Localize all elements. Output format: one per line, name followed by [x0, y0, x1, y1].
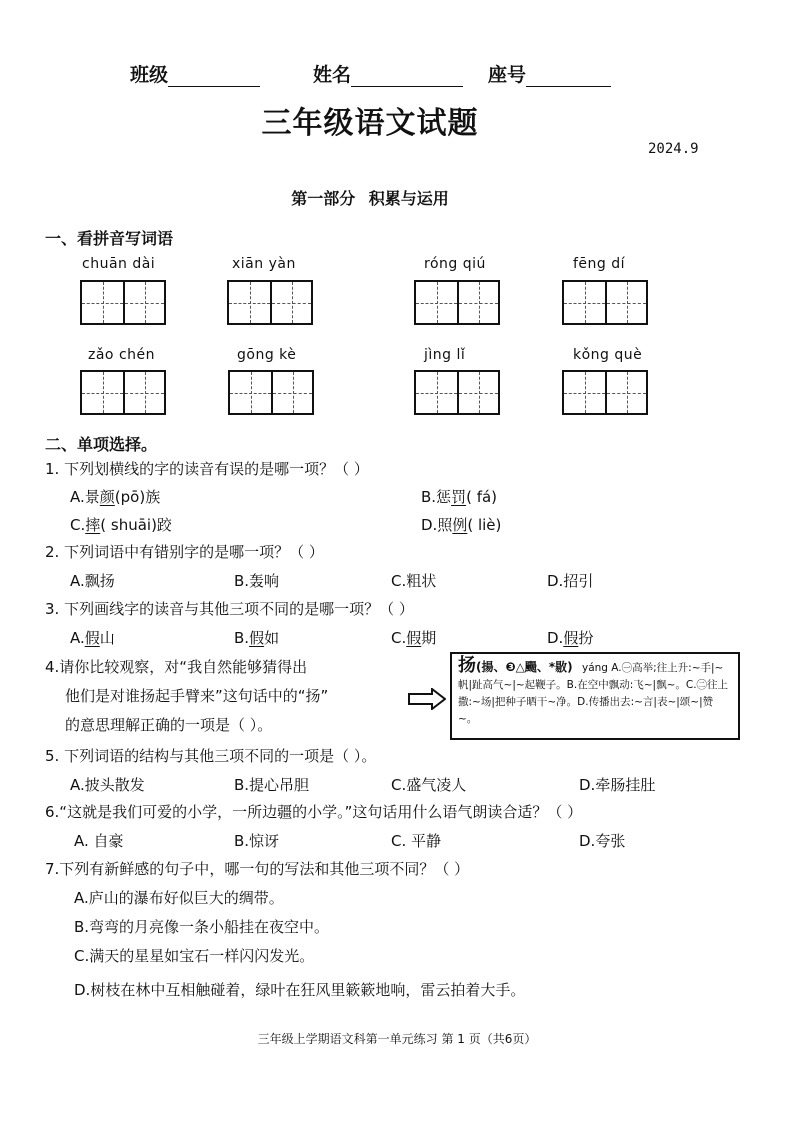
- seat-blank[interactable]: [526, 69, 611, 87]
- writing-grid[interactable]: [414, 370, 500, 415]
- writing-grid[interactable]: [80, 370, 166, 415]
- pinyin-label: zǎo chén: [88, 347, 155, 363]
- q7-option-a[interactable]: A.庐山的瀑布好似巨大的绸带。: [74, 889, 284, 907]
- writing-grid[interactable]: [414, 280, 500, 325]
- seat-field[interactable]: 座号: [488, 60, 611, 87]
- q1-option-c[interactable]: C.摔( shuāi)跤: [70, 516, 172, 534]
- writing-grid[interactable]: [228, 370, 314, 415]
- question-3-stem: 3. 下列画线字的读音与其他三项不同的是哪一项？（ ）: [45, 600, 414, 618]
- class-blank[interactable]: [168, 69, 260, 87]
- question-5-stem: 5. 下列词语的结构与其他三项不同的一项是（ ）。: [45, 747, 377, 765]
- name-blank[interactable]: [351, 69, 463, 87]
- pinyin-label: kǒng què: [573, 347, 643, 363]
- q3-option-b[interactable]: B.假如: [234, 629, 280, 647]
- writing-grid[interactable]: [562, 280, 648, 325]
- q7-option-b[interactable]: B.弯弯的月亮像一条小船挂在夜空中。: [74, 918, 330, 936]
- question-4-line-2: 他们是对谁扬起手臂来”这句话中的“扬”: [65, 687, 329, 705]
- question-4-line-1: 4.请你比较观察，对“我自然能够猜得出: [45, 658, 308, 676]
- writing-grid[interactable]: [80, 280, 166, 325]
- dictionary-entry-box: 扬(揚、❸△颺、*敭) yáng A.㊀高举;往上升:~手|~帆|趾高气~|~起鞭子。B.在空中飘动:飞~|飘~。C.㊁往上撒:~场|把种子晒干~净。D.传播出去:~言|表~|颂~|赞~。: [450, 652, 740, 740]
- q1-option-d[interactable]: D.照例( liè): [421, 516, 502, 534]
- pinyin-label: fēng dí: [573, 256, 626, 272]
- page-title: 三年级语文试题: [261, 106, 479, 141]
- exam-date: 2024.9: [648, 141, 699, 157]
- question-6-stem: 6.“这就是我们可爱的小学，一所边疆的小学。”这句话用什么语气朗读合适？（ ）: [45, 803, 583, 821]
- q2-option-d[interactable]: D.招引: [547, 572, 594, 590]
- section2-heading: 二、单项选择。: [45, 435, 158, 454]
- q5-option-a[interactable]: A.披头散发: [70, 776, 145, 794]
- q1-option-a[interactable]: A.景颜(pō)族: [70, 488, 161, 506]
- pinyin-label: gōng kè: [237, 347, 297, 363]
- pinyin-label: chuān dài: [82, 256, 156, 272]
- right-arrow-icon: [408, 688, 446, 710]
- pinyin-label: róng qiú: [424, 256, 486, 272]
- q6-option-d[interactable]: D.夸张: [579, 832, 626, 850]
- part-title: 第一部分 积累与运用: [291, 189, 449, 208]
- writing-grid[interactable]: [562, 370, 648, 415]
- section1-heading: 一、看拼音写词语: [45, 229, 174, 248]
- q7-option-d[interactable]: D.树枝在林中互相触碰着，绿叶在狂风里簌簌地响，雷云拍着大手。: [74, 981, 526, 999]
- q3-option-c[interactable]: C.假期: [391, 629, 437, 647]
- question-2-stem: 2. 下列词语中有错别字的是哪一项？（ ）: [45, 543, 324, 561]
- pinyin-label: jìng lǐ: [424, 347, 466, 363]
- question-4-line-3: 的意思理解正确的一项是（ ）。: [65, 716, 273, 734]
- q5-option-b[interactable]: B.提心吊胆: [234, 776, 310, 794]
- q5-option-d[interactable]: D.牵肠挂肚: [579, 776, 656, 794]
- q3-option-a[interactable]: A.假山: [70, 629, 115, 647]
- q2-option-a[interactable]: A.飘扬: [70, 572, 115, 590]
- question-1-stem: 1. 下列划横线的字的读音有误的是哪一项？（ ）: [45, 460, 369, 478]
- q2-option-b[interactable]: B.轰响: [234, 572, 280, 590]
- q2-option-c[interactable]: C.粗状: [391, 572, 437, 590]
- q7-option-c[interactable]: C.满天的星星如宝石一样闪闪发光。: [74, 947, 315, 965]
- q6-option-b[interactable]: B.惊讶: [234, 832, 280, 850]
- pinyin-label: xiān yàn: [232, 256, 296, 272]
- q1-option-b[interactable]: B.惩罚( fá): [421, 488, 498, 506]
- q6-option-a[interactable]: A. 自豪: [74, 832, 124, 850]
- q3-option-d[interactable]: D.假扮: [547, 629, 594, 647]
- name-field[interactable]: 姓名: [313, 60, 463, 87]
- question-7-stem: 7.下列有新鲜感的句子中，哪一句的写法和其他三项不同？（ ）: [45, 860, 470, 878]
- q5-option-c[interactable]: C.盛气凌人: [391, 776, 467, 794]
- writing-grid[interactable]: [227, 280, 313, 325]
- class-field[interactable]: 班级: [130, 60, 260, 87]
- page-footer: 三年级上学期语文科第一单元练习 第 1 页（共6页）: [257, 1032, 537, 1046]
- q6-option-c[interactable]: C. 平静: [391, 832, 442, 850]
